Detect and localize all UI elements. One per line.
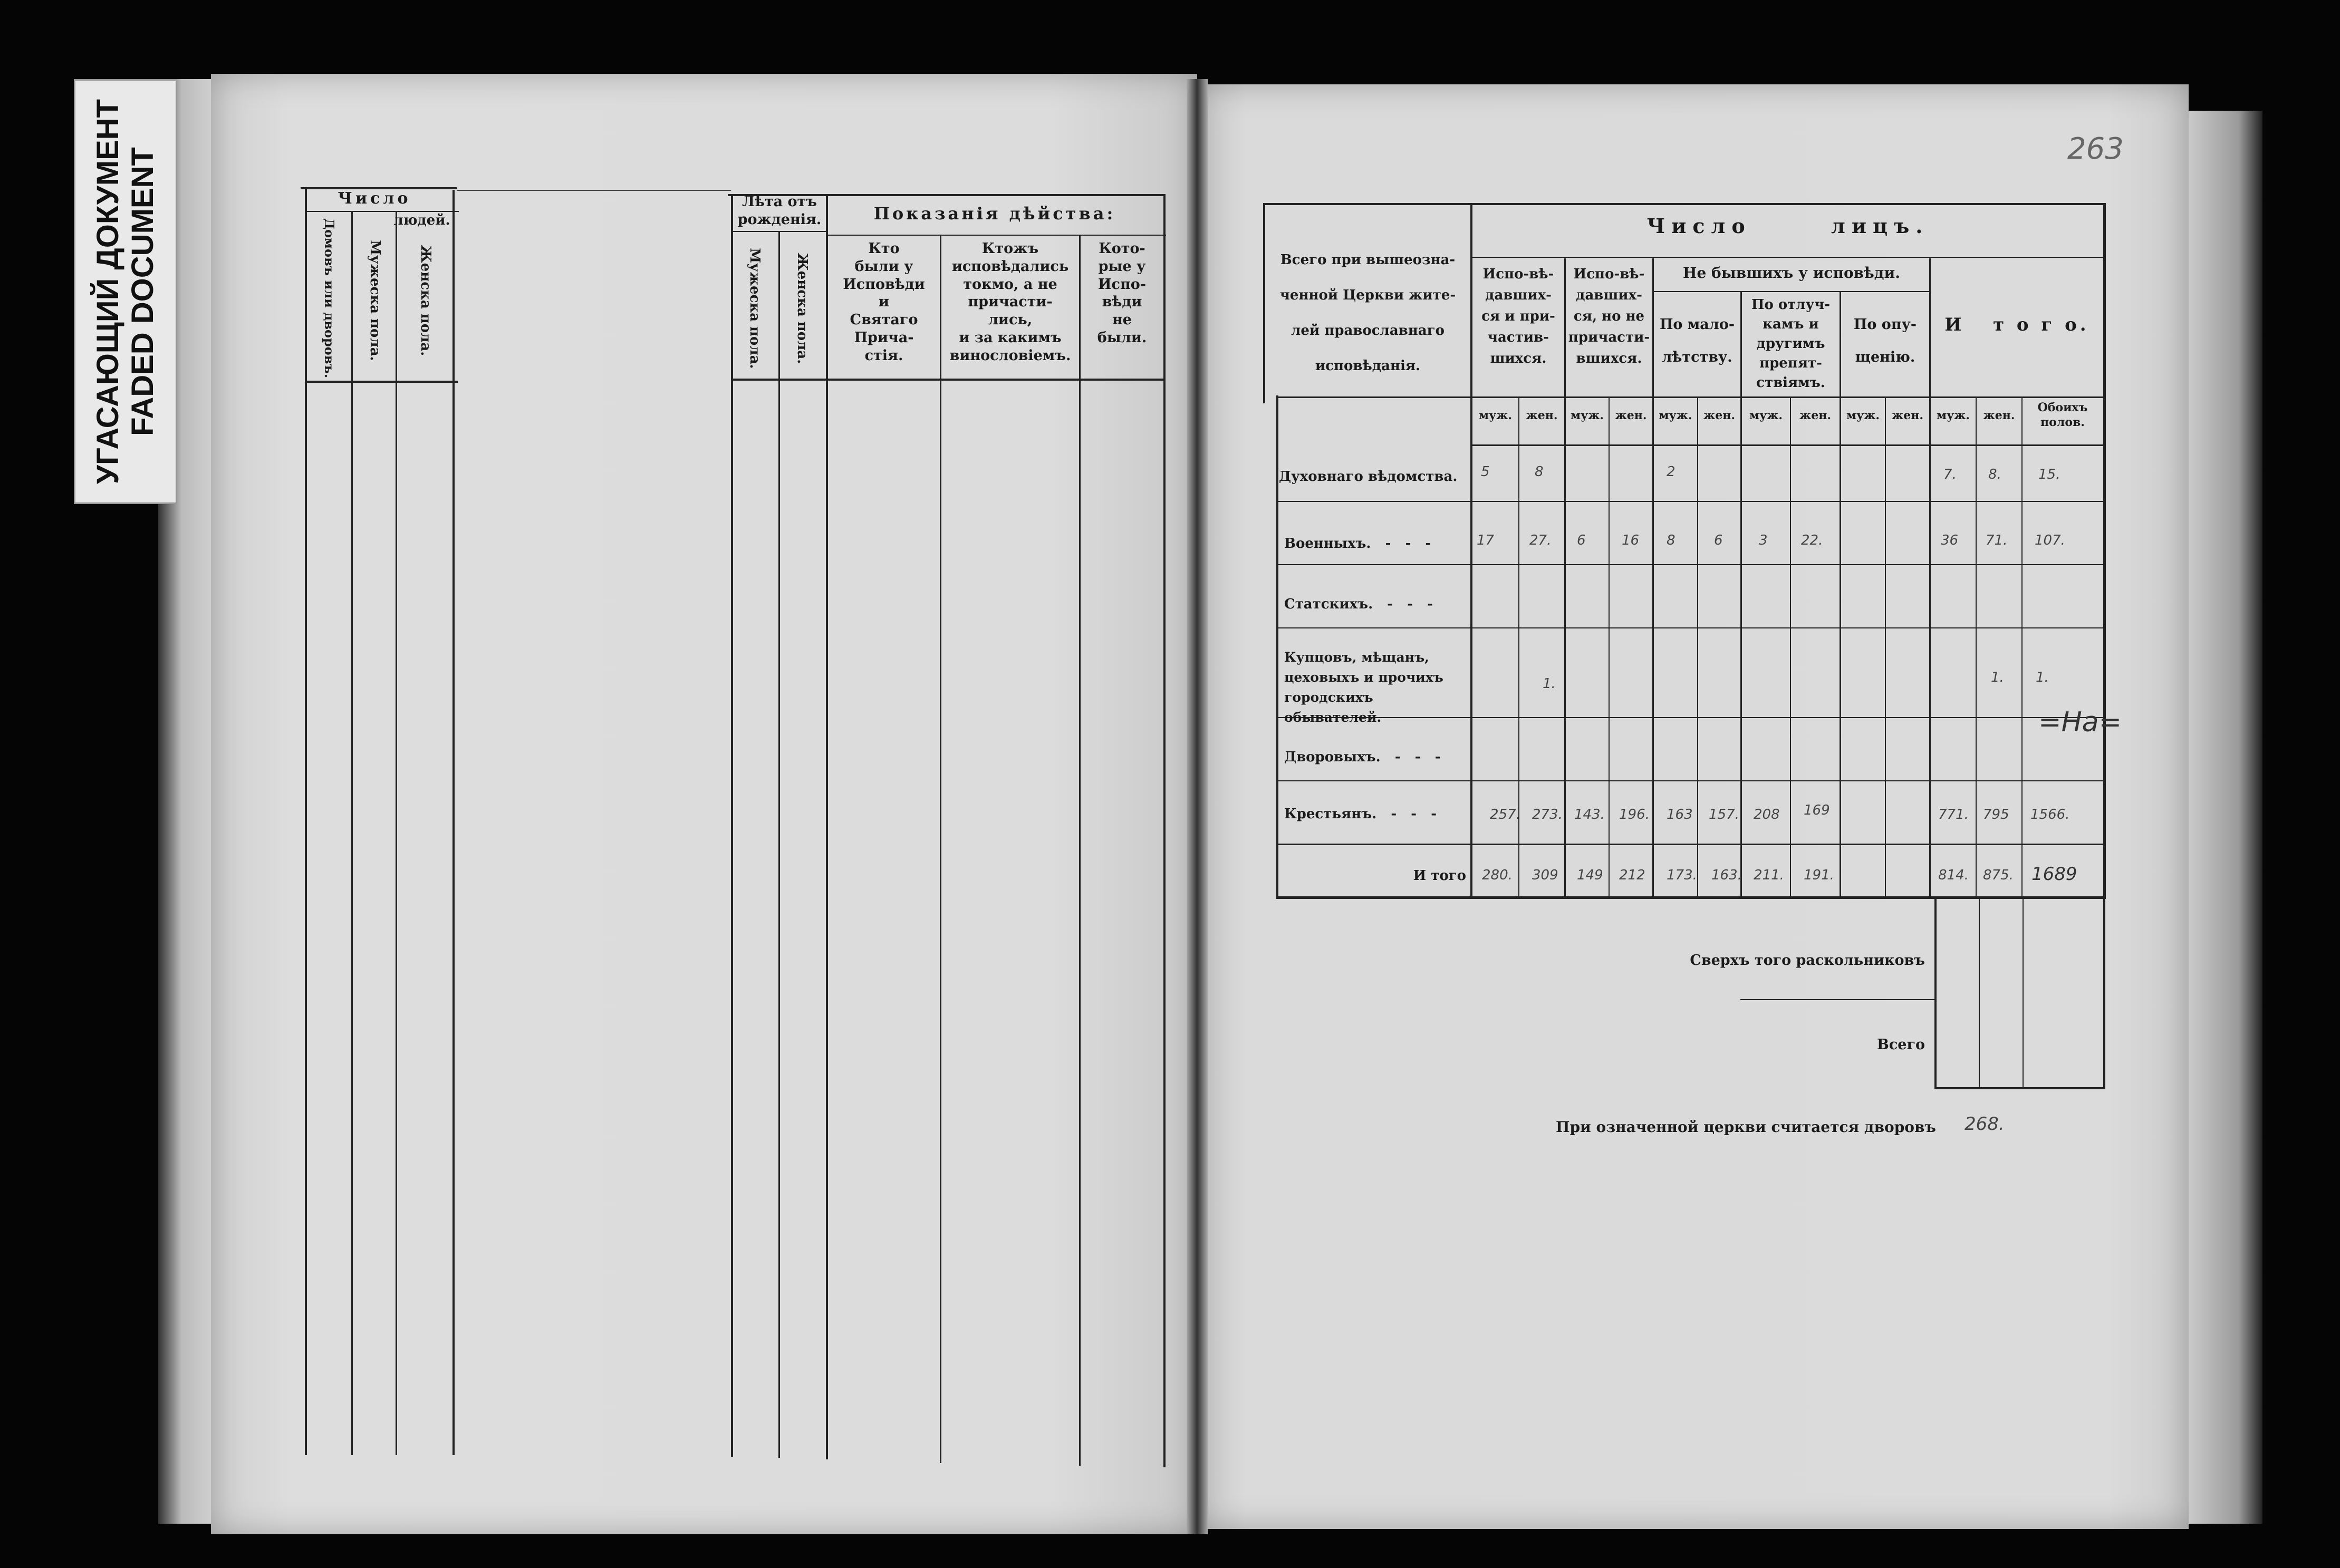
households-label: При означенной церкви считается дворовъ bbox=[1556, 1118, 1936, 1136]
col-confessed-line: и bbox=[878, 294, 890, 311]
subheader-cell: жен. bbox=[1615, 409, 1647, 422]
cell-value: 27. bbox=[1529, 533, 1552, 548]
col1-line: ся и при- bbox=[1481, 308, 1555, 324]
cell-value: 280. bbox=[1482, 867, 1513, 883]
margin-note: =На= bbox=[2038, 706, 2122, 738]
col-not-line: были. bbox=[1097, 329, 1147, 346]
subheader-cell: муж. bbox=[1936, 409, 1970, 422]
col-not-line: вѣди bbox=[1102, 294, 1142, 311]
col-confessed-line: Святаго bbox=[850, 312, 918, 328]
cell-value: 6 bbox=[1714, 533, 1723, 548]
page-number: 263 bbox=[2067, 132, 2124, 166]
right-col-confessed-not-communed bbox=[1566, 264, 1652, 369]
col3-line: лѣтству. bbox=[1662, 349, 1732, 365]
row-label: Купцовъ, мѣщанъ, цеховыхъ и прочихъ городскихъ обывателей. bbox=[1284, 650, 1443, 725]
cell-value: 107. bbox=[2035, 533, 2065, 548]
left-col-female: Женска пола. bbox=[417, 245, 434, 356]
cell-value: 22. bbox=[1801, 533, 1823, 548]
cell-value: 1566. bbox=[2030, 807, 2070, 822]
cell-value: 273. bbox=[1532, 807, 1563, 822]
cell-value: 143. bbox=[1574, 807, 1605, 822]
row-label: Дворовыхъ. - - - bbox=[1284, 749, 1441, 765]
right-col-underage bbox=[1654, 308, 1740, 374]
households-value: 268. bbox=[1965, 1114, 2005, 1135]
col-not-line: Кото- bbox=[1099, 240, 1145, 257]
col4-line: препят- bbox=[1759, 355, 1822, 371]
cell-value: 2 bbox=[1667, 464, 1675, 480]
cell-value: 211. bbox=[1754, 867, 1784, 883]
col-confessed bbox=[828, 240, 940, 364]
cell-value: 8 bbox=[1667, 533, 1675, 548]
cell-value: 191. bbox=[1804, 867, 1834, 883]
col2-line: давших- bbox=[1576, 287, 1642, 303]
subheader-cell: жен. bbox=[1703, 409, 1735, 422]
right-page-edge bbox=[2183, 111, 2262, 1524]
age-col-male: Мужеска пола. bbox=[746, 248, 763, 369]
cell-value: 5 bbox=[1481, 464, 1490, 480]
col2-line: ся, но не bbox=[1573, 308, 1645, 324]
cell-value: 8. bbox=[1988, 467, 2001, 482]
col-confessed-only bbox=[941, 240, 1079, 364]
col5-line: щенію. bbox=[1855, 349, 1915, 365]
col-only-line: винословіемъ. bbox=[949, 347, 1071, 364]
cell-value: 6 bbox=[1577, 533, 1586, 548]
subheader-cell: жен. bbox=[1799, 409, 1831, 422]
col-only-line: причасти- bbox=[968, 294, 1053, 311]
col4-line: камъ и bbox=[1763, 316, 1819, 332]
cell-value: 71. bbox=[1986, 533, 2008, 548]
cell-value: 173. bbox=[1667, 867, 1697, 883]
cell-value: 8 bbox=[1535, 464, 1544, 480]
right-col-neglect bbox=[1841, 308, 1929, 374]
col-confessed-line: были у bbox=[854, 258, 913, 275]
col-only-line: токмо, а не bbox=[963, 276, 1057, 293]
col2-line: вшихся. bbox=[1576, 351, 1642, 366]
row-label: Духовнаго вѣдомства. bbox=[1279, 469, 1458, 485]
right-col-absence bbox=[1742, 295, 1840, 393]
cell-value: 1. bbox=[1543, 676, 1556, 692]
subheader-cell: жен. bbox=[1983, 409, 2015, 422]
col-not-line: не bbox=[1112, 312, 1132, 328]
left-col-group-people: людей. bbox=[393, 212, 450, 228]
cell-value: 1689 bbox=[2031, 864, 2077, 885]
subheader-cell: муж. bbox=[1659, 409, 1692, 422]
row-label: Крестьянъ. - - - bbox=[1284, 806, 1437, 822]
col-not-line: Испо- bbox=[1098, 276, 1146, 293]
right-row-header bbox=[1265, 243, 1470, 384]
cell-value: 169 bbox=[1804, 802, 1830, 818]
col-only-line: исповѣдались bbox=[951, 258, 1069, 275]
cell-value: 149 bbox=[1577, 867, 1603, 883]
col1-line: частив- bbox=[1488, 330, 1549, 345]
col-not-line: рые у bbox=[1098, 258, 1146, 275]
row-label: Статскихъ. - - - bbox=[1284, 596, 1433, 612]
book-spine bbox=[1187, 79, 1208, 1534]
left-col-group-number: Число bbox=[338, 189, 411, 208]
cell-value: 196. bbox=[1619, 807, 1650, 822]
stamp-text bbox=[91, 99, 160, 484]
cell-value: 163. bbox=[1711, 867, 1742, 883]
age-group-title: Лѣта отъ рожденія. bbox=[737, 193, 822, 228]
cell-value: 309 bbox=[1532, 867, 1558, 883]
col2-line: Испо-вѣ- bbox=[1573, 266, 1645, 282]
col2-line: причасти- bbox=[1568, 330, 1650, 345]
right-title: Число лицъ. bbox=[1646, 214, 1929, 238]
col-confessed-line: Кто bbox=[868, 240, 900, 257]
row-header-line: ченной Церкви жите- bbox=[1279, 287, 1456, 303]
cell-value: 795 bbox=[1983, 807, 2009, 822]
cell-value: 1. bbox=[2036, 670, 2049, 685]
row-header-line: лей православнаго bbox=[1291, 323, 1445, 338]
col-confessed-line: Исповѣди bbox=[843, 276, 925, 293]
cell-value: 3 bbox=[1759, 533, 1768, 548]
all-label: Всего bbox=[1877, 1037, 1925, 1053]
right-col-confessed-communed bbox=[1472, 264, 1564, 369]
col-only-line: и за какимъ bbox=[959, 329, 1062, 346]
stamp-line-en: FADED DOCUMENT bbox=[126, 147, 160, 436]
subheader-cell: жен. bbox=[1526, 409, 1558, 422]
col-not-confessed bbox=[1081, 240, 1163, 347]
cell-value: 212 bbox=[1619, 867, 1645, 883]
cell-value: 875. bbox=[1983, 867, 2014, 883]
schismatics-label: Сверхъ того раскольниковъ bbox=[1690, 952, 1925, 969]
cell-value: 814. bbox=[1938, 867, 1969, 883]
col3-line: По мало- bbox=[1659, 316, 1735, 333]
left-col-houses: Домовъ или дворовъ. bbox=[321, 218, 337, 379]
cell-value: 16 bbox=[1622, 533, 1640, 548]
right-not-confessed-group: Не бывшихъ у исповѣди. bbox=[1683, 264, 1900, 282]
cell-value: 36 bbox=[1941, 533, 1959, 548]
right-col-total: И т о г о. bbox=[1944, 314, 2089, 335]
action-group-title: Показанія дѣйства: bbox=[873, 204, 1116, 224]
col-only-line: лись, bbox=[988, 312, 1033, 328]
subheader-cell: муж. bbox=[1570, 409, 1604, 422]
col-confessed-line: Прича- bbox=[854, 329, 914, 346]
col-confessed-line: стія. bbox=[864, 347, 903, 364]
subheader-cell: муж. bbox=[1846, 409, 1880, 422]
subheader-cell: муж. bbox=[1749, 409, 1783, 422]
col5-line: По опу- bbox=[1853, 316, 1917, 333]
row-label: Военныхъ. - - - bbox=[1284, 536, 1431, 551]
age-col-female: Женска пола. bbox=[794, 253, 810, 364]
row-label: И того bbox=[1413, 868, 1466, 884]
col1-line: Испо-вѣ- bbox=[1482, 266, 1554, 282]
cell-value: 15. bbox=[2038, 467, 2060, 482]
col4-line: ствіямъ. bbox=[1756, 375, 1825, 391]
col1-line: шихся. bbox=[1490, 351, 1547, 366]
faded-document-stamp bbox=[74, 79, 177, 504]
cell-value: 257. bbox=[1490, 807, 1520, 822]
subheader-cell: Обоихъ полов. bbox=[2037, 401, 2088, 429]
col4-line: другимъ bbox=[1756, 336, 1825, 352]
row-header-line: исповѣданія. bbox=[1315, 358, 1421, 374]
left-col-male: Мужеска пола. bbox=[367, 240, 383, 361]
col4-line: По отлуч- bbox=[1751, 297, 1831, 313]
subheader-cell: муж. bbox=[1478, 409, 1513, 422]
cell-value: 163 bbox=[1667, 807, 1693, 822]
cell-value: 771. bbox=[1938, 807, 1969, 822]
cell-value: 7. bbox=[1943, 467, 1957, 482]
row-header-line: Всего при вышеозна- bbox=[1280, 252, 1456, 268]
subheader-cell: жен. bbox=[1892, 409, 1923, 422]
stamp-line-ru: УГАСАЮЩИЙ ДОКУМЕНТ bbox=[91, 99, 125, 485]
cell-value: 17 bbox=[1477, 533, 1495, 548]
cell-value: 208 bbox=[1754, 807, 1780, 822]
col-only-line: Ктожъ bbox=[981, 240, 1039, 257]
cell-value: 1. bbox=[1991, 670, 2004, 685]
cell-value: 157. bbox=[1709, 807, 1739, 822]
col1-line: давших- bbox=[1485, 287, 1552, 303]
